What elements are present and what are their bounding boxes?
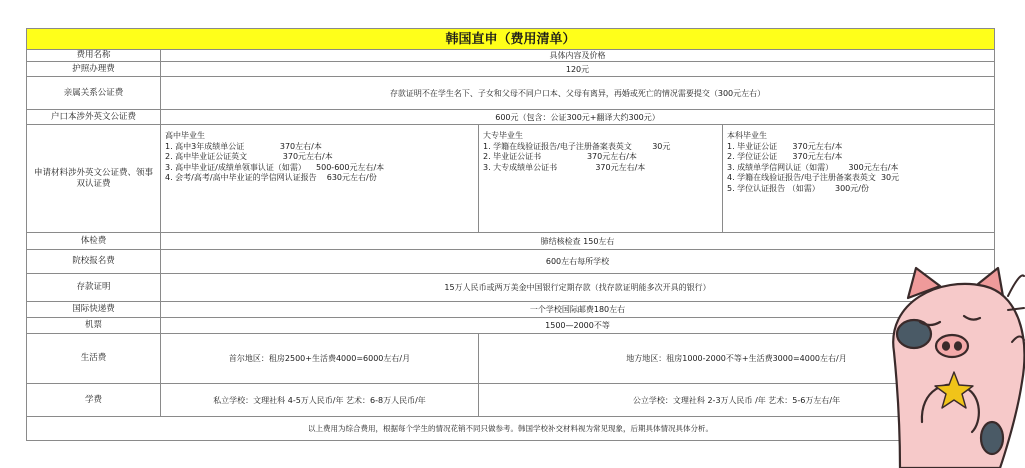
bachelor-item: 2. 学位证公证 370元左右/本 bbox=[727, 152, 843, 161]
express-value: 一个学校国际邮费180左右 bbox=[161, 302, 995, 318]
college-heading: 大专毕业生 bbox=[483, 131, 523, 140]
row-application bbox=[27, 250, 995, 274]
flight-value: 1500—2000不等 bbox=[161, 318, 995, 334]
header-row bbox=[27, 50, 995, 62]
bachelor-list bbox=[723, 125, 995, 233]
header-fee-name: 费用名称 bbox=[27, 50, 161, 62]
tuition-private: 私立学校：文理社科 4-5万人民币/年 艺术：6-8万人民币/年 bbox=[161, 384, 479, 417]
materials-label: 申请材料涉外英文公证费、领事双认证费 bbox=[27, 125, 161, 233]
hukou-value: 600元（包含：公证300元+翻译大约300元） bbox=[161, 110, 995, 125]
high-school-heading: 高中毕业生 bbox=[165, 131, 205, 140]
row-kinship bbox=[27, 77, 995, 110]
college-item: 3. 大专成绩单公证书 370元左右/本 bbox=[483, 162, 646, 172]
tuition-label: 学费 bbox=[27, 384, 161, 417]
high-school-item: 4. 会考/高考/高中毕业证的学信网认证报告 630元左右/份 bbox=[165, 173, 377, 182]
footnote: 以上费用为综合费用，根据每个学生的情况花销不同只做参考。韩国学校补交材料视为常见现象，后期具体情况具体分析。 bbox=[27, 417, 995, 441]
application-label: 院校报名费 bbox=[27, 250, 161, 274]
flight-label: 机票 bbox=[27, 318, 161, 334]
high-school-item: 1. 高中3年成绩单公证 370左右/本 bbox=[165, 141, 322, 151]
row-flight bbox=[27, 318, 995, 334]
pig-sticker-icon bbox=[880, 262, 1025, 468]
living-seoul: 首尔地区：租房2500+生活费4000=6000左右/月 bbox=[161, 334, 479, 384]
high-school-item: 2. 高中毕业证公证英文 370元左右/本 bbox=[165, 152, 333, 161]
fee-table bbox=[26, 28, 995, 441]
row-passport bbox=[27, 62, 995, 77]
college-item: 2. 毕业证公证书 370元左右/本 bbox=[483, 152, 637, 161]
row-footnote bbox=[27, 417, 995, 441]
high-school-list bbox=[161, 125, 479, 233]
header-content: 具体内容及价格 bbox=[161, 50, 995, 62]
bachelor-heading: 本科毕业生 bbox=[727, 131, 767, 140]
bachelor-item: 4. 学籍在线验证报告/电子注册备案表英文 30元 bbox=[727, 173, 900, 182]
kinship-label: 亲属关系公证费 bbox=[27, 77, 161, 110]
bachelor-item: 3. 成绩单学信网认证（如需） 300元左右/本 bbox=[727, 162, 899, 172]
row-materials bbox=[27, 125, 995, 233]
row-hukou bbox=[27, 110, 995, 125]
express-label: 国际快递费 bbox=[27, 302, 161, 318]
college-list bbox=[479, 125, 723, 233]
passport-label: 护照办理费 bbox=[27, 62, 161, 77]
row-medical bbox=[27, 233, 995, 250]
row-express bbox=[27, 302, 995, 318]
high-school-item: 3. 高中毕业证/成绩单领事认证（如需） 500-600元左右/本 bbox=[165, 162, 385, 172]
medical-label: 体检费 bbox=[27, 233, 161, 250]
bachelor-item: 1. 毕业证公证 370元左右/本 bbox=[727, 141, 843, 151]
living-label: 生活费 bbox=[27, 334, 161, 384]
application-value: 600左右每所学校 bbox=[161, 250, 995, 274]
tuition-public: 公立学校：文理社科 2-3万人民币 /年 艺术：5-6万左右/年 bbox=[479, 384, 995, 417]
deposit-label: 存款证明 bbox=[27, 274, 161, 302]
hukou-label: 户口本涉外英文公证费 bbox=[27, 110, 161, 125]
row-tuition bbox=[27, 384, 995, 417]
row-deposit bbox=[27, 274, 995, 302]
deposit-value: 15万人民币或两万美金中国银行定期存款（找存款证明能多次开具的银行） bbox=[161, 274, 995, 302]
college-item: 1. 学籍在线验证报告/电子注册备案表英文 30元 bbox=[483, 141, 671, 151]
table-title: 韩国直申（费用清单） bbox=[27, 29, 995, 50]
table-title-row bbox=[27, 29, 995, 50]
bachelor-item: 5. 学位认证报告 （如需） 300元/份 bbox=[727, 183, 869, 193]
passport-value: 120元 bbox=[161, 62, 995, 77]
living-other: 地方地区：租房1000-2000不等+生活费3000=4000左右/月 bbox=[479, 334, 995, 384]
medical-value: 肺结核检查 150左右 bbox=[161, 233, 995, 250]
row-living bbox=[27, 334, 995, 384]
kinship-value: 存款证明不在学生名下、子女和父母不同户口本、父母有离异，再婚或死亡的情况需要提交（300元左右） bbox=[161, 77, 995, 110]
